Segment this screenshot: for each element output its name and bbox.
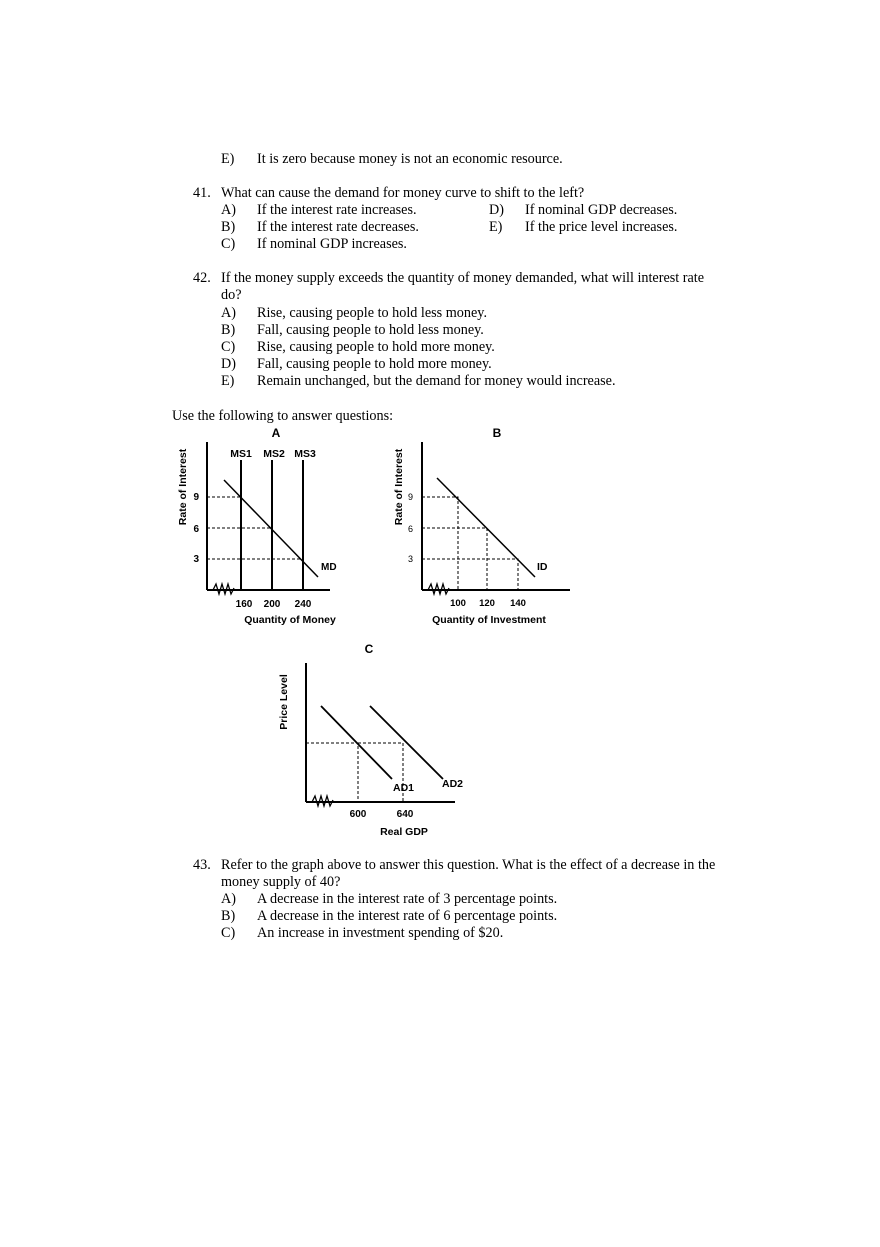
q42-option-b-text: Fall, causing people to hold less money. xyxy=(257,322,484,338)
q41-option-c-text: If nominal GDP increases. xyxy=(257,236,407,252)
q41-option-a-letter: A) xyxy=(221,202,236,218)
q41-number: 41. xyxy=(193,185,211,201)
graph-a-md-label: MD xyxy=(321,562,337,573)
graph-a-xlabel: Quantity of Money xyxy=(244,614,336,626)
q42-option-b-letter: B) xyxy=(221,322,236,338)
graph-b-y-tick-6: 6 xyxy=(407,524,413,534)
q40-option-e-letter: E) xyxy=(221,151,235,167)
graph-b-title: B xyxy=(492,426,502,440)
graph-a-ms2-label: MS2 xyxy=(263,448,285,460)
graph-c-ylabel: Price Level xyxy=(278,674,290,730)
graph-c-ad2-label: AD2 xyxy=(442,778,464,790)
graph-c-title: C xyxy=(364,642,374,656)
q42-option-c-letter: C) xyxy=(221,339,236,355)
q43-option-b-text: A decrease in the interest rate of 6 percentage points. xyxy=(257,908,558,924)
q40-option-e-text: It is zero because money is not an economic resource. xyxy=(257,151,563,167)
q43-question-line2: money supply of 40? xyxy=(221,874,341,890)
graph-a-x-tick-160: 160 xyxy=(235,599,253,610)
graph-a-x-tick-240: 240 xyxy=(294,599,312,610)
graph-a-ms1-label: MS1 xyxy=(230,448,252,460)
graph-a-y-tick-9: 9 xyxy=(193,492,199,503)
graph-b-y-tick-9: 9 xyxy=(407,492,413,502)
graph-c xyxy=(278,642,463,838)
q43-option-c-letter: C) xyxy=(221,925,236,941)
graph-b-id-label: ID xyxy=(537,561,548,573)
q42-option-e-letter: E) xyxy=(221,373,235,389)
q42-option-a-text: Rise, causing people to hold less money. xyxy=(257,305,487,321)
graph-b-x-tick-140: 140 xyxy=(510,598,526,609)
q42-question-line2: do? xyxy=(221,287,242,303)
q43-option-b-letter: B) xyxy=(221,908,236,924)
q42-option-c-text: Rise, causing people to hold more money. xyxy=(257,339,495,355)
q42-option-a-letter: A) xyxy=(221,305,236,321)
q43-number: 43. xyxy=(193,857,211,873)
q41-option-c-letter: C) xyxy=(221,236,236,252)
graph-b-guide-9 xyxy=(422,497,458,590)
graph-b-xlabel: Quantity of Investment xyxy=(432,614,546,626)
graph-b-x-tick-100: 100 xyxy=(450,598,466,609)
graph-a-title: A xyxy=(271,426,281,440)
graph-c-x-tick-640: 640 xyxy=(396,809,414,820)
graph-c-ad1-label: AD1 xyxy=(393,782,415,794)
graph-b-id-line xyxy=(437,478,535,577)
q42-option-d-letter: D) xyxy=(221,356,236,372)
q41-question: What can cause the demand for money curve to shift to the left? xyxy=(221,185,585,201)
graphs-intro: Use the following to answer questions: xyxy=(172,408,394,424)
graph-c-guide-600 xyxy=(306,743,358,802)
graph-a-y-tick-3: 3 xyxy=(193,554,199,565)
graph-c-xlabel: Real GDP xyxy=(380,826,428,838)
graph-b xyxy=(393,426,570,626)
q43-option-a-letter: A) xyxy=(221,891,236,907)
q43-option-a-text: A decrease in the interest rate of 3 percentage points. xyxy=(257,891,558,907)
graph-a-x-tick-200: 200 xyxy=(263,599,281,610)
q41-option-b-text: If the interest rate decreases. xyxy=(257,219,419,235)
q41-option-e-letter: E) xyxy=(489,219,503,235)
graph-a xyxy=(177,426,337,626)
graph-b-y-tick-3: 3 xyxy=(407,554,413,564)
q41-option-a-text: If the interest rate increases. xyxy=(257,202,417,218)
q42-question-line1: If the money supply exceeds the quantity of money demanded, what will interest rate xyxy=(221,270,705,286)
graph-b-x-tick-120: 120 xyxy=(479,598,495,609)
q43-option-c-text: An increase in investment spending of $20. xyxy=(257,925,504,941)
q41-option-d-text: If nominal GDP decreases. xyxy=(525,202,678,218)
q43-question-line1: Refer to the graph above to answer this question. What is the effect of a decrease in the xyxy=(221,857,716,873)
q42-number: 42. xyxy=(193,270,211,286)
q41-option-b-letter: B) xyxy=(221,219,236,235)
graph-a-ms3-label: MS3 xyxy=(294,448,316,460)
q41-option-d-letter: D) xyxy=(489,202,504,218)
graph-c-x-tick-600: 600 xyxy=(349,809,367,820)
graph-a-y-tick-6: 6 xyxy=(193,524,199,535)
graph-b-ylabel: Rate of Interest xyxy=(393,448,405,526)
graph-c-ticks xyxy=(350,809,414,820)
q41-option-e-text: If the price level increases. xyxy=(525,219,678,235)
graph-a-ylabel: Rate of Interest xyxy=(177,448,189,526)
q42-option-d-text: Fall, causing people to hold more money. xyxy=(257,356,492,372)
q42-option-e-text: Remain unchanged, but the demand for money would increase. xyxy=(257,373,616,389)
